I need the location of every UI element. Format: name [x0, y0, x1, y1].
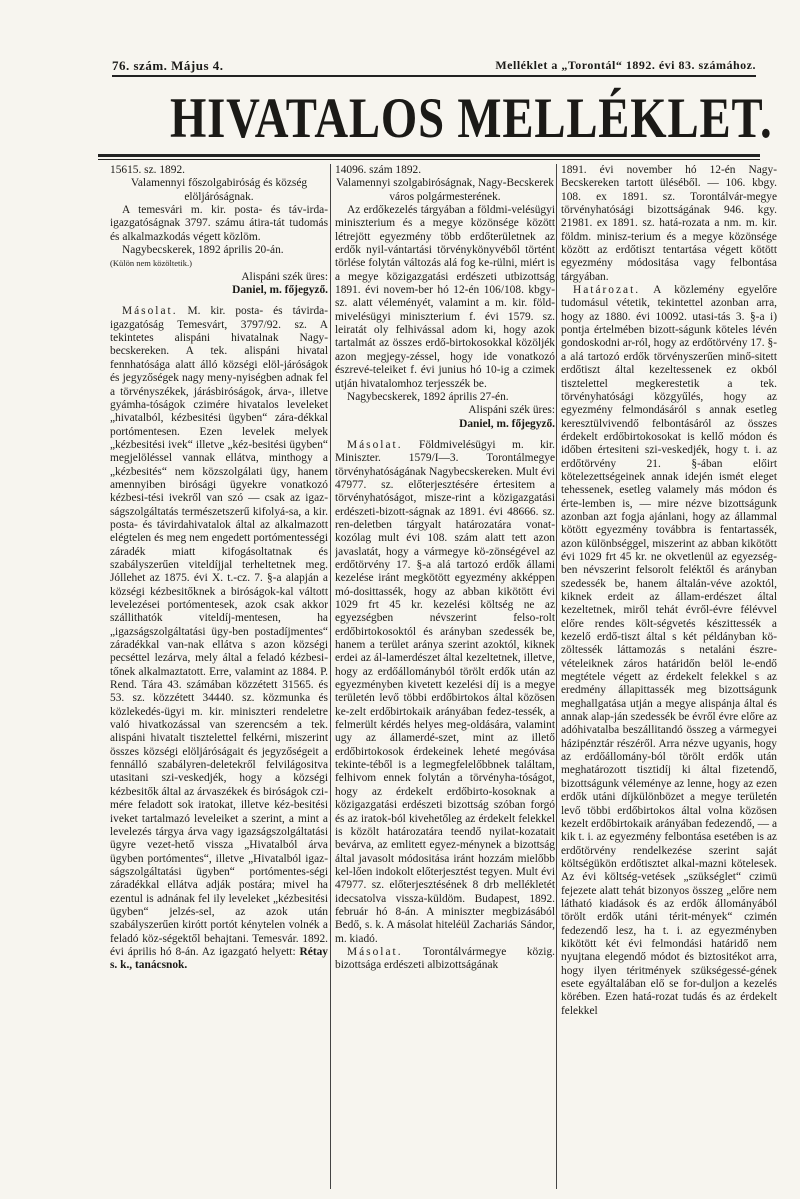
ref-number: 14096. szám 1892.	[335, 164, 422, 176]
signature-name: Daniel, m. főjegyző.	[232, 284, 328, 297]
paragraph: Az erdőkezelés tárgyában a földmi-velésügyi miniszterium és a megye közönsége között létrejött egyezmény több erdőterületnek az erdők nyil-vántartási törvénykönyvéből történt törlése folytán változás alá fog ke-rülni, miért is a megye közigazgatási erdészeti utbizottság 1891. évi novem-ber hó 12-én 106/108. kbgy- sz. alatt véleményét, valamint a m. kir. föld-mivelésügyi miniszterium f. évi 1579. sz. leiratát oly felhivással adom ki, hogy azok tartalmát az összes erdő-birtokosokkal közöljék azon megjegy-zéssel, hogy ide vonatkozó észrevé-teleiket f. évi junius hó 10-ig a czimek utján hivatalomhoz terjesszék be.	[335, 204, 555, 390]
date-line: Nagybecskerek, 1892 április 20-án.	[122, 244, 284, 257]
copy-lead: Másolat.	[347, 438, 403, 451]
masthead-title: HIVATALOS MELLÉKLET.	[169, 87, 773, 150]
masthead-rule-thin	[98, 159, 760, 160]
signature-title: Alispáni szék üres:	[468, 404, 555, 417]
masthead-rule	[98, 154, 760, 157]
copy-paragraph	[110, 305, 328, 972]
ref-number: 15615. sz. 1892.	[110, 164, 185, 176]
column-divider	[330, 164, 331, 1189]
header-issue-date: 76. szám. Május 4.	[112, 58, 224, 73]
copy-signature: Rétay s. k., tanácsnok.	[110, 945, 328, 972]
header-rule	[112, 75, 756, 77]
signature-name: Daniel, m. főjegyző.	[459, 417, 555, 430]
copy-paragraph	[335, 946, 555, 973]
header-supplement-note: Melléklet a „Torontál“ 1892. évi 83. számához.	[495, 58, 756, 72]
paragraph: 1891. évi november hó 12-én Nagy-Becskereken tartott üléséből. — 106. kbgy. 108. ex 1891. sz. Torontálvár-megye törvényhatósági bizottságának 946. kgy. 21981. ex 1891. sz. hatá-rozata a nm. m. kir. földm. minisz-terium és a megye közönsége között az erdőtiszt tentartása végett kötött egyezmény módositása vagy felbontása tárgyában.	[561, 164, 777, 283]
resolution-text: A közlemény egyelőre tudomásul vétetik, tekintettel azonban arra, hogy az 1880. évi 10092. utasi-tás 3. §-a i) pontja értelmében bizott-ságunk köteles lévén gondoskodni ar-ról, hogy az erdőtörvény 17. §-a alá tartozó erdők törvényszerűen minő-sitett erdőtiszt által kezeltessenek ez okból tisztelettel megkerestetik a tek. törvényhatósági közgyűlés, hogy az egyezmény felmondásáról s annak esetleg keresztülvivendő felbontásáról az összes érdekelt erdőbirtokosokat is kellő módon és időben értesiteni szi-veskedjék, hogy t. i. az erdőtörvény 21. §-ában előirt kötelezettségeinek annak idején ismét eleget tehessenek, esetleg valamely más módon és érte-lemben is, — mire nézve bizottságunk azonban azt fogja ajánlani, hogy az állammal kötött egyezmény továbbra is fentartassék, azon különbséggel, miszerint az abban kikötött évi 1029 frt 45 kr. ne okvetlenül az egyezség-ben névszerint felsorolt feléktől és arányban szedessék be, hanem általán-véve azoktól, kiknek erdeit az állam-erdészet által kezeltetnek, miről tehát évről-évre félévvel előre rendes költ-ségvetés készittessék a kezelő erdő-tiszt által s két példányban kö-zöltessék láttamozás s netaláni észre-vételeiknek záros határidőn belöl le-endő megtétele végett az érdekelt felekkel s az eredmény állapittassék meg bizottságunk meghallgatása utján a megye alispánja által és annak alap-ján szedessék be évről évre előre az adóhivatalba beszállitandó összeg a vármegyei házipénztár részéről. Arra nézve ugyanis, hogy az erdőállomány-ból törölt erdők után meghatározott tisztidíj ki által fizetendő, bizottságunk véleménye az lenne, hogy az ezen erdők utáni díjkülönbözet a megye területén levő többi erdőbirtokos által volna közösen kezelt erdőbirtokaik arányában fedezendő, — a kik t. i. az egyezmény felbontása esetében is az erdőtörvény rendelkezése szerint saját költségükön erdőtisztet alkal-mazni kötelesek. Az évi költség-vetések „szükséglet“ czimü fejezete alatt tehát bizonyos összeg „előre nem látható kiadások és az erdők állományából törölt erdők utáni térit-mények“ czimén fedezendő lesz, ha t. i. az egyezményben kikötött két évi felmondási határidő nem nyujtana elegendő módot és biztositékot arra, hogy ilyen téritmények szükségessé-gének esete egyáltalában elő se for-duljon a kezelés körében. Ezen hatá-rozat tudás és az érdekelt felekkel	[561, 284, 777, 1017]
spacer	[110, 297, 328, 305]
copy-paragraph	[335, 439, 555, 946]
date-line: Nagybecskerek, 1892 április 27-én.	[347, 390, 509, 403]
column-1	[110, 164, 328, 1189]
copy-lead: Másolat.	[122, 305, 178, 318]
note: (Külön nem közöltetik.)	[110, 258, 192, 269]
column-2	[335, 164, 555, 1189]
copy-text: Földmivelésügyi m. kir. Miniszter. 1579/I—3. Torontálmegye törvényhatóságának Nagybecskereken. Mult évi 47977. sz. előterjesztésére értesitem a törvényhatóságot, misze-rint a közigazgatási erdészeti-bizott-ságnak az 1891. évi 48666. sz. ren-deletben tárgyalt határozatára vonat-kozólag mult évi 108. szám alatt tett azon javaslatát, hogy a vármegye kö-zönségével az erdőtörvény 17. §-a alá tartozó erdők állami kezelése iránt megkötött egyezmény akképpen mó-dosittassék, hogy az abban kikötött évi 1029 frt 45 kr. kezelési költség ne az egyezségben névszerint felso-rolt erdőbirtokosoktól és arányban szedessék be, hanem a terület aránya szerint azoktól, kiknek erdei az ál-lamerdészet által kezeltetnek, illetve, hogy az erdőállományból törölt erdők után az egyezményben kivetett kezelési díj is a megye területén levő többi erdőbirtokos által közösen ke-zelt erdőbirtokaik arányában fedez-tessék, a felmerült kérdés helyes meg-oldására, valamint ugy az államerdé-szet, mint az illető erdőbirtokosok érdekeinek leheté megóvása tekinte-téből is a legmegfelelőbbnek találtam, felhivom ennek folytán a törvényha-tóságot, hogy az érdekelt erdőbirto-kosoknak a közigazgatási erdészeti bizottság szóban forgó és az iratok-ból kivehetőleg az érdekelt felekkel is közölt határozatára teendő nyilat-kozatait bevárva, az emlitett egyez-ménynek a bizottság által javasolt módositása iránt hozzám mielőbb kel-lően indokolt előterjesztést tegyen. Mult évi 47977. sz. előterjesztésének 8 drb mellékletét idecsatolva vissza-küldöm. Budapest, 1892. február hó 8-án. A miniszter megbizásából Bedő, s. k. A másolat hiteléül Zachariás Sándor, m. kiadó.	[335, 438, 555, 945]
column-divider	[556, 164, 557, 1189]
resolution-lead: Határozat.	[573, 284, 641, 297]
running-header	[112, 58, 756, 76]
column-3	[561, 164, 777, 1189]
paragraph: A temesvári m. kir. posta- és táv-irda-igazgatóságnak 3797. számu átira-tát tudomás és alkalmazkodás végett közlöm.	[110, 204, 328, 243]
addressee: Valamennyi szolgabiróságnak, Nagy-Becskerek város polgármesterének.	[336, 177, 554, 203]
copy-text: M. kir. posta- és távirda-igazgatóság Temesvárt, 3797/92. sz. A tekintetes alispáni hivatalnak Nagy-becskereken. A tek. alispáni hivatal fennhatósága alatt álló községi elöl-járóságok és jegyzőségek nagy meny-nyiségben adnak fel a törvényszékek, járásbiróságok, árva-, illetve gyámha-tóságok czimére hivatalos leveleket „hivatalból, kézbesitési ügyben“ zára-dékkal portómentesen. Ezen levelek melyek „kézbesitési ivek“ illetve „kéz-besitési ügyben“ megjelöléssel vannak ellátva, minthogy a „kézbesités“ nem közszolgálati ügy, hanem amennyiben birósági ügyekre vonatkozó kézbesi-tési ivekről van szó — csak az igaz-ságszolgáltatás természetszerű kifolyá-sa, a kir. posta- és távirdahivatalok által az alkalmazott elégtelen és meg nem engedett portómentességi záradék miatt kifogásoltatnak és szabályszerűen viteldíjjal terheltetnek meg. Jóllehet az 1875. évi X. t.-cz. 7. §-a alapján a községi kézbesitőknek a biróságok-kal váltott levelezései portómentesek, azok csak akkor szállithatók viteldíj-mentesen, ha „igazságszolgáltatási ügy-ben postadíjmentes“ záradékkal van-nak ellátva s azon községi pecséttel lezárva, mely által a feladó kézbesi-tőnek alkalmaztatott. Erre, valamint az 1884. P. Rend. Tára 43. számában közzétett 31565. és 53. sz. közzétett 34440. sz. közmunka és közlekedés-ügyi m. kir. miniszteri rendeletre való hivatkozással van szerencsém a tek. alispáni hivatalt tisztelettel felkérni, miszerint összes községi elöljáróságait és jegyzőségeit a fennálló szabályren-deletekről felvilágositva utasitani szi-veskedjék, hogy a községi kézbesitők által az árvaszékek és biróságok czi-mére feladott sok iratokat, illetve kéz-besitési iveket tartalmazó leveleiket a szerint, a mint a levelezés tárgya árva vagy igazságszolgáltatási ügyre vezet-hető vissza „Hivatalból árva ügyben portómentes“, illetve „Hivatalból igaz-ságszolgáltatási ügyben“ portómentes-ségi záradékkal ellátva adják postára; mivel ha ezentul is adnának fel ily leveleket „kézbesitési ügyben“ jelzés-sel, az azok után szabályszerűen kirótt portót kénytelen volnék a feladó köz-ségektől behajtani. Temesvár. 1892. évi április hó 8-án. Az igazgató helyett:	[110, 305, 328, 958]
resolution-paragraph	[561, 284, 777, 1018]
copy-lead: Másolat.	[347, 945, 403, 958]
spacer	[335, 431, 555, 439]
copy-text: Torontálvármegye közig. bizottsága erdészeti albizottságának	[335, 945, 555, 972]
addressee: Valamennyi főszolgabiróság és község elöljáróságnak.	[130, 177, 308, 203]
signature-title: Alispáni szék üres:	[241, 270, 328, 283]
